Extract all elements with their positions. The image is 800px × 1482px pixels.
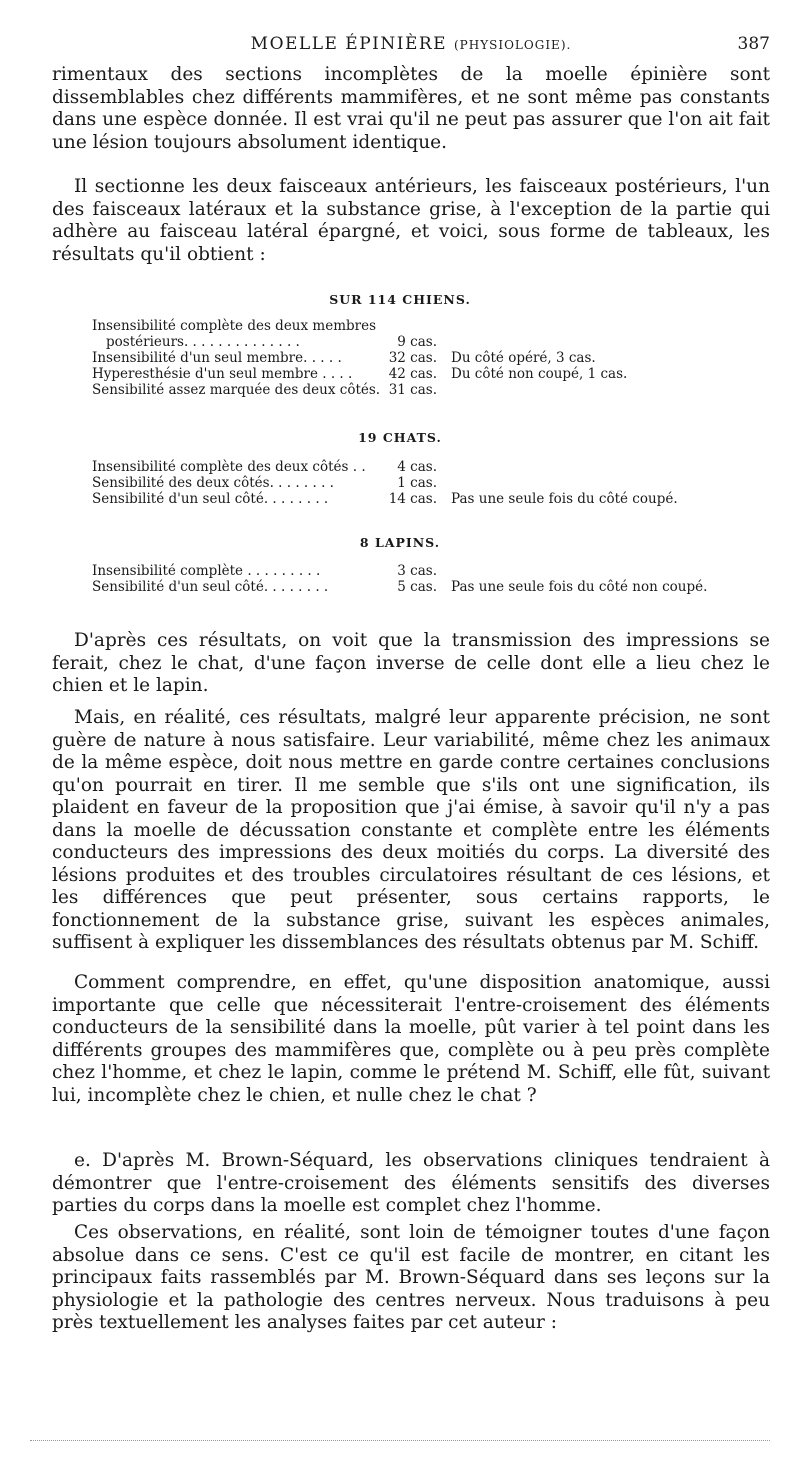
table-row (92, 579, 772, 595)
paragraph-4: Mais, en réalité, ces résultats, malgré leur apparente précision, ne sont guère de nature à nous satisfaire. Leur variabilité, même chez les animaux de la même espèce, doit nous mettre en garde contre certaines conclusions qu'on pourrait en tirer. Il me semble que s'ils ont une signification, ils plaident en faveur de la proposition que j'ai émise, à savoir qu'il n'y a pas dans la moelle de décussation constante et complète entre les éléments conducteurs des impressions des deux moitiés du corps. La diversité des lésions produites et des troubles circulatoires résultant de ces lésions, et les différences que peut présenter, sous certains rapports, le fonctionnement de la substance grise, suivant les espèces animales, suffisent à expliquer les dissemblances des résultats obtenus par M. Schiff. (52, 707, 770, 953)
row-value: 14 cas. (388, 491, 437, 507)
row-label: Sensibilité des deux côtés. . . . . . . . (92, 475, 334, 491)
row-value: 5 cas. (397, 579, 437, 595)
row-note (441, 382, 451, 398)
row-value (385, 318, 441, 334)
row-value: 3 cas. (397, 563, 437, 579)
table-row (92, 382, 772, 398)
row-note: Pas une seule fois du côté non coupé. (451, 579, 708, 595)
row-note (441, 459, 451, 475)
row-value: 1 cas. (397, 475, 437, 491)
row-note (441, 475, 451, 491)
table-rabbits-title: 8 LAPINS. (359, 535, 441, 550)
page-number: 387 (737, 34, 770, 54)
table-row (92, 459, 772, 475)
row-value: 31 cas. (388, 382, 437, 398)
table-row (92, 318, 772, 334)
running-title-main: MOELLE ÉPINIÈRE (250, 34, 448, 54)
row-note: Pas une seule fois du côté coupé. (451, 491, 678, 507)
paragraph-1: rimentaux des sections incomplètes de la moelle épinière sont dissemblables chez différents mammifères, et ne sont même pas constants dans une espèce donnée. Il est vrai qu'il ne peut pas assurer que l'on ait fait une lésion toujours absolument identique. (52, 64, 770, 153)
row-note: Du côté opéré, 3 cas. (451, 350, 596, 366)
running-title-sub: (PHYSIOLOGIE). (453, 38, 572, 52)
row-note: Du côté non coupé, 1 cas. (451, 366, 628, 382)
row-note (441, 318, 451, 334)
table-row (92, 366, 772, 382)
row-label: Hyperesthésie d'un seul membre . . . . (92, 366, 353, 382)
row-label: Insensibilité complète des deux côtés . . (92, 459, 366, 475)
table-row (92, 563, 772, 579)
table-cats-title: 19 CHATS. (358, 430, 442, 445)
row-label: Insensibilité complète . . . . . . . . . (92, 563, 321, 579)
paragraph-2: Il sectionne les deux faisceaux antérieurs, les faisceaux postérieurs, l'un des faisceaux latéraux et la substance grise, à l'exception de la partie qui adhère au faisceau latéral épargné, et voici, sous forme de tableaux, les résultats qu'il obtient : (52, 176, 770, 265)
paragraph-6: e. D'après M. Brown-Séquard, les observations cliniques tendraient à démontrer que l'entre-croisement des éléments sensitifs des diverses parties du corps dans la moelle est complet chez l'homme. (52, 1150, 770, 1216)
row-value: 42 cas. (388, 366, 437, 382)
row-label: Sensibilité d'un seul côté. . . . . . . . (92, 491, 329, 507)
table-cats (92, 459, 772, 507)
paragraph-3: D'après ces résultats, on voit que la transmission des impressions se ferait, chez le chat, d'une façon inverse de celle dont elle a lieu chez le chien et le lapin. (52, 630, 770, 696)
paragraph-7: Ces observations, en réalité, sont loin de témoigner toutes d'une façon absolue dans ce sens. C'est ce qu'il est facile de montrer, en citant les principaux faits rassemblés par M. Brown-Séquard dans ses leçons sur la physiologie et la pathologie des centres nerveux. Nous traduisons à peu près textuellement les analyses faites par cet auteur : (52, 1222, 770, 1333)
row-label: postérieurs. . . . . . . . . . . . . . (106, 334, 300, 350)
row-value: 32 cas. (388, 350, 437, 366)
table-row (92, 334, 772, 350)
row-label: Insensibilité d'un seul membre. . . . . (92, 350, 342, 366)
row-label: Insensibilité complète des deux membres (92, 318, 377, 334)
row-label: Sensibilité assez marquée des deux côtés. (92, 382, 381, 398)
row-note (441, 563, 451, 579)
table-dogs-title: SUR 114 CHIENS. (329, 292, 471, 307)
paragraph-5: Comment comprendre, en effet, qu'une disposition anatomique, aussi importante que celle que nécessiterait l'entre-croisement des éléments conducteurs de la sensibilité dans la moelle, pût varier à tel point dans les différents groupes des mammifères que, complète ou à peu près complète chez l'homme, et chez le lapin, comme le prétend M. Schiff, elle fût, suivant lui, incomplète chez le chien, et nulle chez le chat ? (52, 972, 770, 1106)
row-value: 4 cas. (397, 459, 437, 475)
table-rabbits (92, 563, 772, 595)
table-dogs (92, 318, 772, 398)
table-row (92, 475, 772, 491)
row-label: Sensibilité d'un seul côté. . . . . . . . (92, 579, 329, 595)
running-title (52, 34, 770, 54)
row-value: 9 cas. (397, 334, 437, 350)
bottom-rule (30, 1440, 770, 1441)
table-row (92, 491, 772, 507)
table-row (92, 350, 772, 366)
running-header (52, 34, 770, 58)
row-note (441, 334, 451, 350)
